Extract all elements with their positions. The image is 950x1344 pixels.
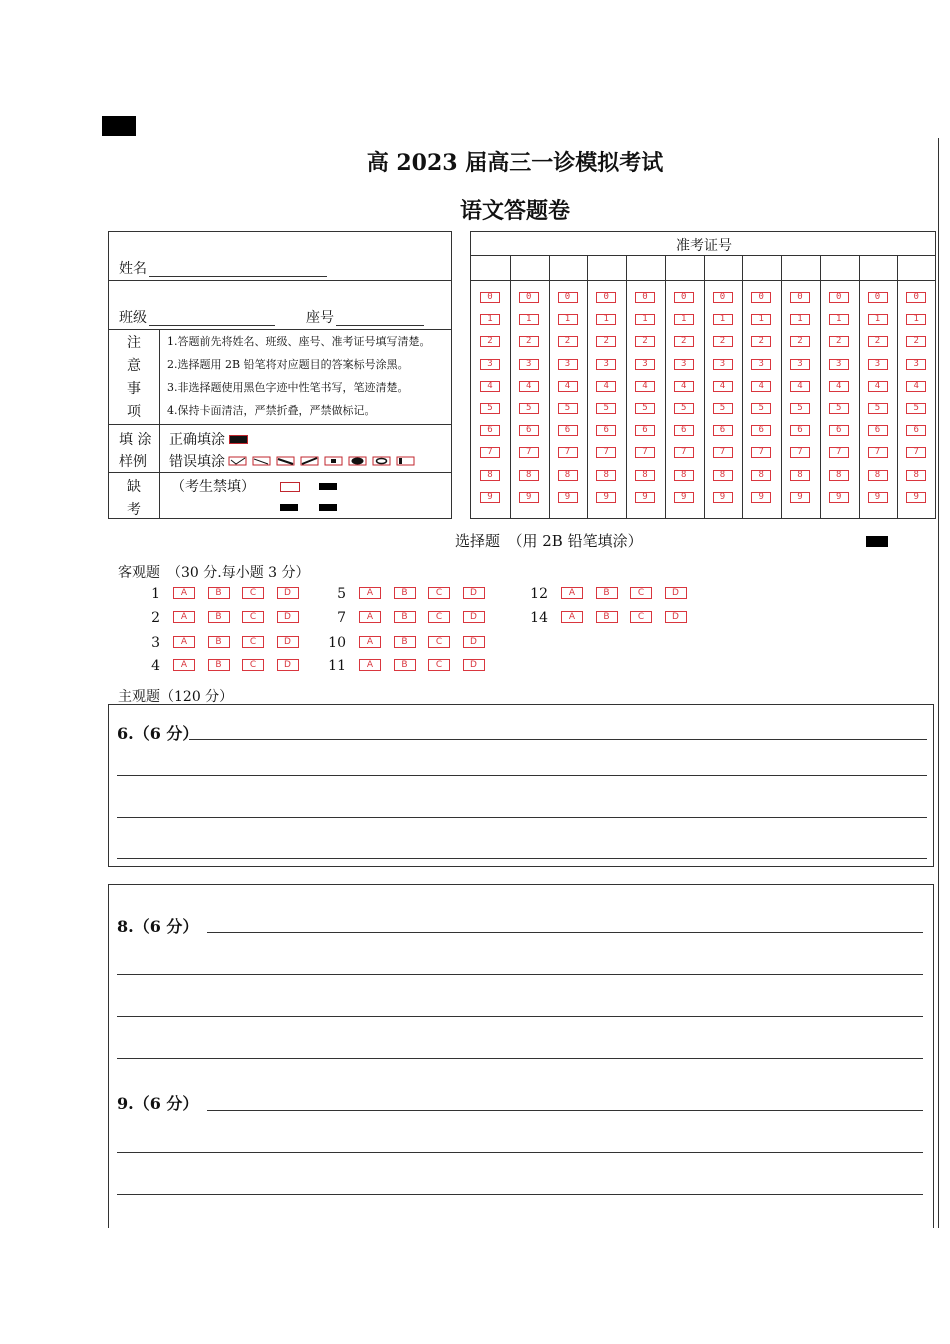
exam-id-digit-bubble[interactable]: 0: [596, 292, 616, 303]
exam-id-digit-bubble[interactable]: 5: [674, 403, 694, 414]
exam-id-digit-bubble[interactable]: 4: [558, 381, 578, 392]
choice-option-bubble[interactable]: B: [596, 587, 618, 599]
answer-box-q6: [108, 704, 934, 867]
exam-id-column-divider: [549, 255, 550, 518]
exam-id-digit-bubble[interactable]: 2: [480, 336, 500, 347]
exam-id-digit-bubble[interactable]: 5: [635, 403, 655, 414]
exam-id-digit-bubble[interactable]: 3: [596, 359, 616, 370]
q9-line-3[interactable]: [117, 1194, 923, 1195]
exam-id-digit-bubble[interactable]: 0: [906, 292, 926, 303]
q8-line-2[interactable]: [117, 974, 923, 975]
choice-option-bubble[interactable]: C: [242, 587, 264, 599]
exam-id-digit-bubble[interactable]: 7: [751, 447, 771, 458]
exam-id-digit-bubble[interactable]: 1: [558, 314, 578, 325]
exam-id-column-divider: [781, 255, 782, 518]
choice-option-bubble[interactable]: A: [561, 587, 583, 599]
exam-id-digit-bubble[interactable]: 8: [596, 470, 616, 481]
exam-id-digit-bubble[interactable]: 5: [790, 403, 810, 414]
choice-option-bubble[interactable]: B: [208, 636, 230, 648]
exam-id-digit-bubble[interactable]: 8: [790, 470, 810, 481]
choice-option-bubble[interactable]: A: [561, 611, 583, 623]
exam-id-digit-bubble[interactable]: 6: [713, 425, 733, 436]
correct-fill-label: 正确填涂: [169, 432, 225, 448]
choice-option-bubble[interactable]: D: [463, 587, 485, 599]
choice-option-bubble[interactable]: D: [277, 636, 299, 648]
exam-id-digit-bubble[interactable]: 7: [713, 447, 733, 458]
q6-line-1[interactable]: [189, 739, 927, 740]
q6-label: 6.（6 分）: [117, 724, 199, 743]
exam-id-digit-bubble[interactable]: 3: [674, 359, 694, 370]
exam-id-digit-bubble[interactable]: 2: [519, 336, 539, 347]
choice-option-bubble[interactable]: C: [242, 611, 264, 623]
q9-line-1[interactable]: [207, 1110, 923, 1111]
exam-id-digit-bubble[interactable]: 3: [635, 359, 655, 370]
exam-id-digit-bubble[interactable]: 5: [868, 403, 888, 414]
exam-id-digit-bubble[interactable]: 0: [674, 292, 694, 303]
exam-id-digit-bubble[interactable]: 7: [596, 447, 616, 458]
exam-id-digit-bubble[interactable]: 7: [480, 447, 500, 458]
choice-question-number: 11: [328, 658, 346, 674]
exam-id-digit-bubble[interactable]: 4: [713, 381, 733, 392]
exam-id-digit-bubble[interactable]: 2: [906, 336, 926, 347]
exam-id-digit-bubble[interactable]: 6: [480, 425, 500, 436]
exam-id-digit-bubble[interactable]: 6: [635, 425, 655, 436]
absent-heading-1: 缺: [127, 479, 141, 495]
exam-id-write-cell[interactable]: [897, 256, 936, 280]
choice-option-bubble[interactable]: C: [428, 636, 450, 648]
name-field[interactable]: [149, 276, 327, 277]
exam-id-digit-bubble[interactable]: 5: [713, 403, 733, 414]
seat-label: 座号: [306, 310, 334, 326]
exam-id-digit-bubble[interactable]: 7: [558, 447, 578, 458]
choice-question-number: 10: [328, 635, 346, 651]
exam-id-digit-bubble[interactable]: 2: [558, 336, 578, 347]
exam-id-digit-bubble[interactable]: 3: [558, 359, 578, 370]
notice-heading-3: 事: [127, 381, 141, 397]
subjective-title: 主观题（120 分）: [118, 689, 234, 705]
exam-id-digit-bubble[interactable]: 0: [829, 292, 849, 303]
choice-option-bubble[interactable]: C: [242, 659, 264, 671]
choice-option-bubble[interactable]: A: [173, 587, 195, 599]
choice-option-bubble[interactable]: A: [359, 636, 381, 648]
student-info-box: [108, 231, 452, 519]
exam-id-write-cell[interactable]: [820, 256, 859, 280]
exam-id-digit-bubble[interactable]: 7: [829, 447, 849, 458]
notice-item-3: 3.非选择题使用黑色字迹中性笔书写，笔迹清楚。: [167, 381, 409, 394]
exam-id-digit-bubble[interactable]: 8: [751, 470, 771, 481]
choice-option-bubble[interactable]: C: [630, 587, 652, 599]
exam-id-digit-bubble[interactable]: 4: [519, 381, 539, 392]
exam-id-digit-bubble[interactable]: 2: [713, 336, 733, 347]
exam-id-column-divider: [859, 255, 860, 518]
exam-id-write-cell[interactable]: [471, 256, 510, 280]
choice-option-bubble[interactable]: C: [242, 636, 264, 648]
exam-id-digit-bubble[interactable]: 8: [480, 470, 500, 481]
exam-id-digit-bubble[interactable]: 1: [713, 314, 733, 325]
wrong-fill-samples: [228, 456, 428, 468]
paper-subtitle: 语文答题卷: [459, 198, 570, 224]
exam-id-digit-bubble[interactable]: 1: [480, 314, 500, 325]
alignment-marker-right: [866, 536, 888, 547]
exam-id-digit-bubble[interactable]: 6: [906, 425, 926, 436]
notice-item-4: 4.保持卡面清洁，严禁折叠，严禁做标记。: [167, 404, 376, 417]
exam-id-digit-bubble[interactable]: 0: [713, 292, 733, 303]
exam-id-digit-bubble[interactable]: 1: [790, 314, 810, 325]
exam-id-write-cell[interactable]: [626, 256, 665, 280]
name-label: 姓名: [119, 261, 147, 277]
exam-id-column-divider: [510, 255, 511, 518]
exam-id-digit-bubble[interactable]: 4: [480, 381, 500, 392]
choice-option-bubble[interactable]: C: [630, 611, 652, 623]
exam-id-digit-bubble[interactable]: 7: [519, 447, 539, 458]
exam-id-digit-bubble[interactable]: 9: [829, 492, 849, 503]
choice-option-bubble[interactable]: D: [463, 611, 485, 623]
choice-question-number: 12: [530, 586, 548, 602]
exam-id-digit-bubble[interactable]: 5: [751, 403, 771, 414]
exam-id-write-cell[interactable]: [781, 256, 820, 280]
exam-id-digit-bubble[interactable]: 1: [635, 314, 655, 325]
notice-heading-4: 项: [127, 404, 141, 420]
exam-id-digit-bubble[interactable]: 4: [596, 381, 616, 392]
fill-sample-heading-2: 样例: [119, 454, 147, 470]
class-field[interactable]: [149, 325, 275, 326]
exam-id-digit-bubble[interactable]: 3: [713, 359, 733, 370]
choice-question-number: 14: [530, 610, 548, 626]
exam-id-write-cell[interactable]: [665, 256, 704, 280]
exam-id-digit-bubble[interactable]: 9: [868, 492, 888, 503]
exam-id-column-divider: [587, 255, 588, 518]
q8-line-4[interactable]: [117, 1058, 923, 1059]
wrong-sample-check-mark: [231, 458, 245, 464]
exam-id-write-cell[interactable]: [510, 256, 549, 280]
exam-id-digit-bubble[interactable]: 0: [558, 292, 578, 303]
exam-id-digit-bubble[interactable]: 5: [558, 403, 578, 414]
exam-id-digit-bubble[interactable]: 9: [558, 492, 578, 503]
answer-box-q8-q9: [108, 884, 934, 1228]
exam-id-digit-bubble[interactable]: 6: [519, 425, 539, 436]
choice-question-number: 2: [151, 610, 160, 626]
exam-id-digit-bubble[interactable]: 6: [790, 425, 810, 436]
exam-id-column-divider: [626, 255, 627, 518]
choice-option-bubble[interactable]: D: [277, 659, 299, 671]
notice-item-1: 1.答题前先将姓名、班级、座号、准考证号填写清楚。: [167, 335, 431, 348]
exam-id-digit-bubble[interactable]: 5: [829, 403, 849, 414]
exam-id-digit-bubble[interactable]: 7: [674, 447, 694, 458]
exam-id-digit-bubble[interactable]: 1: [829, 314, 849, 325]
exam-id-digit-bubble[interactable]: 1: [868, 314, 888, 325]
exam-id-digit-bubble[interactable]: 8: [829, 470, 849, 481]
exam-id-digit-bubble[interactable]: 2: [635, 336, 655, 347]
exam-id-digit-bubble[interactable]: 9: [790, 492, 810, 503]
wrong-fill-label: 错误填涂: [169, 454, 225, 470]
exam-id-digit-bubble[interactable]: 2: [751, 336, 771, 347]
exam-id-digit-bubble[interactable]: 7: [635, 447, 655, 458]
exam-id-digit-bubble[interactable]: 0: [519, 292, 539, 303]
exam-id-digit-bubble[interactable]: 1: [751, 314, 771, 325]
exam-id-digit-bubble[interactable]: 9: [906, 492, 926, 503]
choice-question-number: 7: [337, 610, 346, 626]
choice-option-bubble[interactable]: B: [394, 611, 416, 623]
choice-option-bubble[interactable]: B: [208, 611, 230, 623]
exam-id-digit-bubble[interactable]: 4: [868, 381, 888, 392]
exam-id-digit-bubble[interactable]: 6: [751, 425, 771, 436]
exam-id-digit-bubble[interactable]: 8: [519, 470, 539, 481]
choice-question-number: 4: [151, 658, 160, 674]
exam-id-column-divider: [704, 255, 705, 518]
exam-id-column-divider: [742, 255, 743, 518]
choice-option-bubble[interactable]: D: [277, 587, 299, 599]
exam-id-digit-bubble[interactable]: 6: [674, 425, 694, 436]
exam-id-digit-bubble[interactable]: 6: [596, 425, 616, 436]
alignment-marker-top-left: [102, 116, 136, 136]
exam-id-write-cell[interactable]: [587, 256, 626, 280]
absent-marker-2: [280, 504, 298, 511]
exam-id-digit-bubble[interactable]: 4: [635, 381, 655, 392]
exam-title: 高 2023 届高三一诊模拟考试: [366, 150, 664, 176]
q9-label: 9.（6 分）: [117, 1094, 199, 1113]
exam-id-digit-bubble[interactable]: 9: [751, 492, 771, 503]
exam-id-digit-bubble[interactable]: 3: [751, 359, 771, 370]
exam-id-digit-bubble[interactable]: 1: [674, 314, 694, 325]
notice-heading-1: 注: [127, 335, 141, 351]
exam-id-digit-bubble[interactable]: 9: [596, 492, 616, 503]
notice-heading-2: 意: [127, 358, 141, 374]
choice-option-bubble[interactable]: D: [277, 611, 299, 623]
choice-option-bubble[interactable]: B: [208, 659, 230, 671]
absent-marker-1: [319, 483, 337, 490]
exam-id-digit-bubble[interactable]: 3: [790, 359, 810, 370]
exam-id-digit-bubble[interactable]: 2: [829, 336, 849, 347]
exam-id-digit-bubble[interactable]: 2: [868, 336, 888, 347]
exam-id-digit-bubble[interactable]: 0: [480, 292, 500, 303]
exam-id-digit-bubble[interactable]: 3: [906, 359, 926, 370]
exam-id-column-divider: [665, 255, 666, 518]
exam-id-digit-bubble[interactable]: 7: [790, 447, 810, 458]
page-right-border: [938, 138, 939, 1228]
exam-id-digit-bubble[interactable]: 8: [558, 470, 578, 481]
choice-section-title: 选择题 （用 2B 铅笔填涂）: [455, 532, 643, 550]
choice-option-bubble[interactable]: B: [596, 611, 618, 623]
fill-sample-heading-1: 填 涂: [119, 432, 152, 448]
exam-id-digit-bubble[interactable]: 4: [829, 381, 849, 392]
class-label: 班级: [119, 310, 147, 326]
correct-fill-sample: [229, 435, 248, 444]
q9-line-2[interactable]: [117, 1152, 923, 1153]
q6-line-4[interactable]: [117, 858, 927, 859]
choice-option-bubble[interactable]: B: [208, 587, 230, 599]
choice-question-number: 3: [151, 635, 160, 651]
choice-option-bubble[interactable]: D: [665, 587, 687, 599]
exam-id-digit-bubble[interactable]: 4: [751, 381, 771, 392]
choice-option-bubble[interactable]: A: [359, 587, 381, 599]
q8-line-3[interactable]: [117, 1016, 923, 1017]
choice-option-bubble[interactable]: C: [428, 659, 450, 671]
q6-line-3[interactable]: [117, 817, 927, 818]
q6-line-2[interactable]: [117, 775, 927, 776]
exam-id-column-divider: [897, 255, 898, 518]
exam-id-digit-bubble[interactable]: 9: [480, 492, 500, 503]
choice-option-bubble[interactable]: A: [173, 611, 195, 623]
exam-id-digit-bubble[interactable]: 0: [868, 292, 888, 303]
exam-id-digit-bubble[interactable]: 2: [596, 336, 616, 347]
exam-id-digit-bubble[interactable]: 8: [635, 470, 655, 481]
exam-id-digit-bubble[interactable]: 2: [790, 336, 810, 347]
q8-label: 8.（6 分）: [117, 917, 199, 936]
exam-id-digit-bubble[interactable]: 5: [906, 403, 926, 414]
exam-id-digit-bubble[interactable]: 6: [868, 425, 888, 436]
exam-id-digit-bubble[interactable]: 8: [713, 470, 733, 481]
exam-id-digit-bubble[interactable]: 9: [519, 492, 539, 503]
objective-subtitle: 客观题 （30 分.每小题 3 分）: [118, 565, 310, 581]
exam-id-digit-bubble[interactable]: 8: [674, 470, 694, 481]
choice-option-bubble[interactable]: B: [394, 636, 416, 648]
absent-checkbox[interactable]: [280, 482, 300, 492]
exam-id-digit-bubble[interactable]: 1: [596, 314, 616, 325]
choice-option-bubble[interactable]: B: [394, 659, 416, 671]
choice-option-bubble[interactable]: C: [428, 611, 450, 623]
exam-id-digit-bubble[interactable]: 5: [480, 403, 500, 414]
exam-id-write-cell[interactable]: [859, 256, 898, 280]
exam-id-digit-bubble[interactable]: 9: [674, 492, 694, 503]
exam-id-digit-bubble[interactable]: 0: [751, 292, 771, 303]
exam-id-digit-bubble[interactable]: 4: [674, 381, 694, 392]
exam-id-digit-bubble[interactable]: 3: [519, 359, 539, 370]
choice-option-bubble[interactable]: C: [428, 587, 450, 599]
exam-id-digit-bubble[interactable]: 0: [635, 292, 655, 303]
exam-id-digit-bubble[interactable]: 0: [790, 292, 810, 303]
exam-id-label: 准考证号: [676, 238, 732, 254]
choice-option-bubble[interactable]: D: [463, 636, 485, 648]
exam-id-digit-bubble[interactable]: 1: [519, 314, 539, 325]
exam-id-digit-bubble[interactable]: 2: [674, 336, 694, 347]
choice-option-bubble[interactable]: D: [463, 659, 485, 671]
choice-option-bubble[interactable]: A: [359, 611, 381, 623]
choice-question-number: 1: [151, 586, 160, 602]
exam-id-digit-bubble[interactable]: 8: [906, 470, 926, 481]
absent-marker-3: [319, 504, 337, 511]
exam-id-digit-bubble[interactable]: 9: [713, 492, 733, 503]
exam-id-digit-bubble[interactable]: 3: [480, 359, 500, 370]
exam-id-column-divider: [820, 255, 821, 518]
seat-field[interactable]: [336, 325, 424, 326]
exam-id-digit-bubble[interactable]: 5: [596, 403, 616, 414]
choice-option-bubble[interactable]: B: [394, 587, 416, 599]
absent-heading-2: 考: [127, 502, 141, 518]
exam-id-write-cell[interactable]: [704, 256, 743, 280]
choice-option-bubble[interactable]: D: [665, 611, 687, 623]
notice-item-2: 2.选择题用 2B 铅笔将对应题目的答案标号涂黑。: [167, 358, 409, 371]
q8-line-1[interactable]: [207, 932, 923, 933]
exam-id-digit-bubble[interactable]: 8: [868, 470, 888, 481]
exam-id-digit-bubble[interactable]: 1: [906, 314, 926, 325]
choice-option-bubble[interactable]: A: [359, 659, 381, 671]
exam-id-write-cell[interactable]: [549, 256, 588, 280]
exam-id-digit-bubble[interactable]: 3: [868, 359, 888, 370]
exam-id-digit-bubble[interactable]: 7: [906, 447, 926, 458]
absent-note: （考生禁填）: [171, 479, 255, 495]
exam-id-digit-bubble[interactable]: 6: [829, 425, 849, 436]
choice-option-bubble[interactable]: A: [173, 659, 195, 671]
exam-id-digit-bubble[interactable]: 3: [829, 359, 849, 370]
exam-id-digit-bubble[interactable]: 4: [906, 381, 926, 392]
exam-id-digit-bubble[interactable]: 7: [868, 447, 888, 458]
exam-id-write-cell[interactable]: [742, 256, 781, 280]
exam-id-digit-bubble[interactable]: 5: [519, 403, 539, 414]
exam-id-box: [470, 231, 936, 519]
exam-id-digit-bubble[interactable]: 9: [635, 492, 655, 503]
exam-id-digit-bubble[interactable]: 4: [790, 381, 810, 392]
choice-question-number: 5: [337, 586, 346, 602]
choice-option-bubble[interactable]: A: [173, 636, 195, 648]
exam-id-digit-bubble[interactable]: 6: [558, 425, 578, 436]
